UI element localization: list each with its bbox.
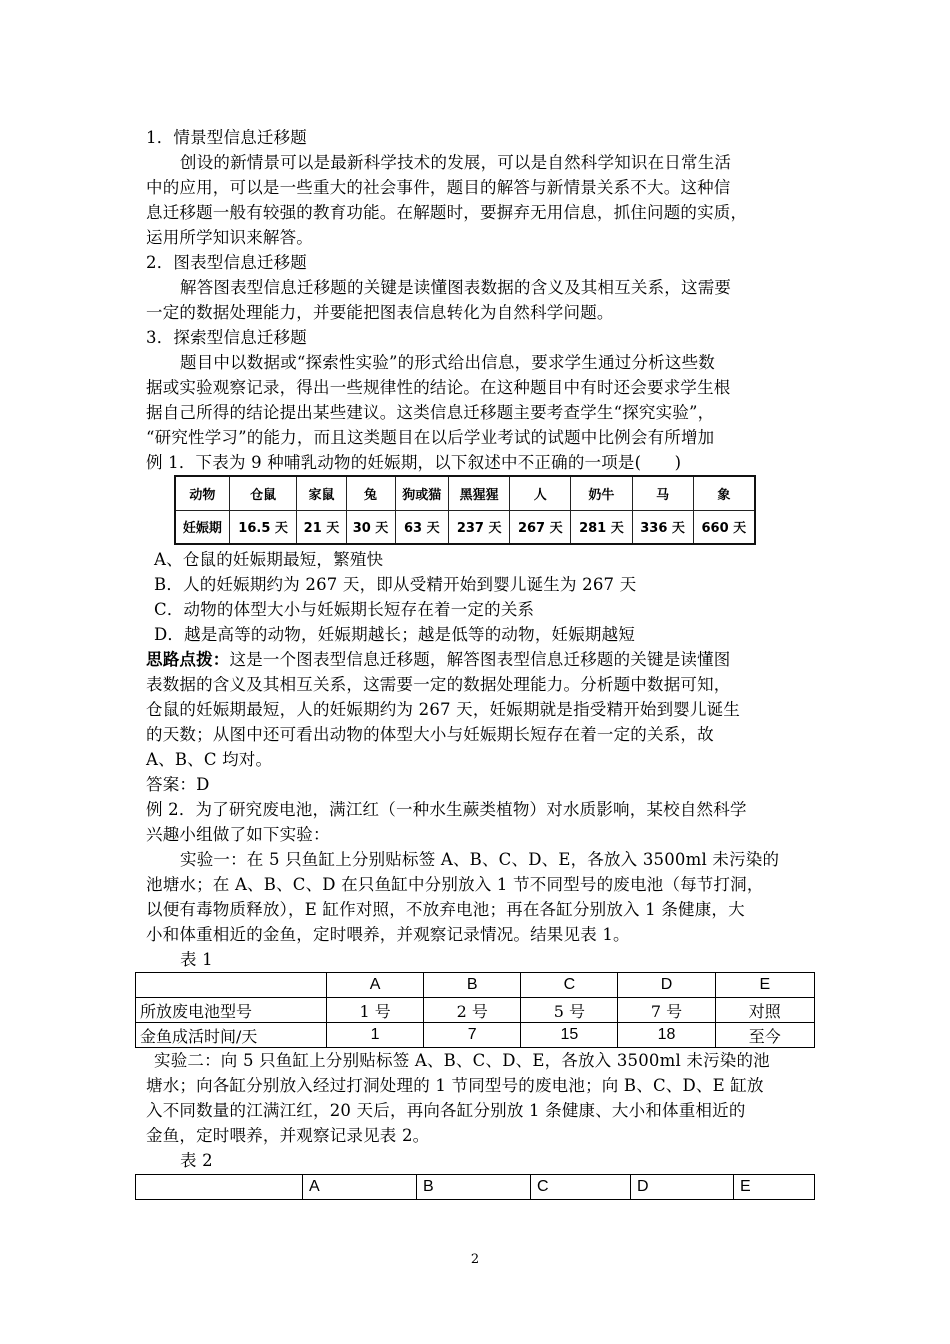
heading-2: 2．图表型信息迁移题 (146, 253, 307, 272)
paragraph-line: 据或实验观察记录，得出一些规律性的结论。在这种题目中有时还会要求学生根 (146, 378, 731, 397)
paragraph-line: 中的应用，可以是一些重大的社会事件，题目的解答与新情景关系不大。这种信 (146, 178, 731, 197)
table-cell: E (734, 1175, 815, 1200)
table-cell (136, 1175, 303, 1200)
table-cell: 16.5 天 (229, 510, 297, 544)
table-cell: 1 号 (327, 998, 424, 1023)
table-cell: 象 (693, 476, 755, 510)
paragraph-line: 兴趣小组做了如下实验： (146, 825, 330, 844)
table-cell: 237 天 (449, 510, 510, 544)
paragraph-line: 塘水；向各缸分别放入经过打洞处理的 1 节同型号的废电池；向 B、C、D、E 缸放 (146, 1076, 764, 1095)
example-1-question: 例 1．下表为 9 种哺乳动物的妊娠期，以下叙述中不正确的一项是( ) (146, 453, 682, 472)
table-cell: 2 号 (424, 998, 521, 1023)
table-cell: C (531, 1175, 631, 1200)
paragraph-line: 小和体重相近的金鱼，定时喂养，并观察记录情况。结果见表 1。 (146, 925, 630, 944)
table-row (136, 1175, 815, 1200)
option-d: D．越是高等的动物，妊娠期越长；越是低等的动物，妊娠期越短 (154, 625, 636, 644)
table-cell: 7 (424, 1023, 521, 1048)
paragraph-line: 的天数；从图中还可看出动物的体型大小与妊娠期长短存在着一定的关系，故 (146, 725, 714, 744)
table-cell: 336 天 (632, 510, 693, 544)
table-cell: 63 天 (395, 510, 449, 544)
paragraph-line: “研究性学习”的能力，而且这类题目在以后学业考试的试题中比例会有所增加 (146, 428, 715, 447)
table-cell: 奶牛 (571, 476, 632, 510)
table-row (136, 973, 815, 998)
analysis-first-line (146, 648, 814, 672)
paragraph-line: 表数据的含义及其相互关系，这需要一定的数据处理能力。分析题中数据可知， (146, 675, 731, 694)
paragraph-line: 据自己所得的结论提出某些建议。这类信息迁移题主要考查学生“探究实验”， (146, 403, 715, 422)
paragraph-line: 金鱼，定时喂养，并观察记录见表 2。 (146, 1126, 430, 1145)
paragraph-line: A、B、C 均对。 (146, 750, 273, 769)
table-cell: 人 (510, 476, 571, 510)
table-cell: 狗或猫 (395, 476, 449, 510)
paragraph-line: 题目中以数据或“探索性实验”的形式给出信息，要求学生通过分析这些数 (180, 353, 715, 372)
example-2-question: 例 2．为了研究废电池，满江红（一种水生蕨类植物）对水质影响，某校自然科学 (146, 800, 747, 819)
answer: 答案：D (146, 775, 210, 794)
paragraph-line: 入不同数量的江满江红，20 天后，再向各缸分别放 1 条健康、大小和体重相近的 (146, 1101, 746, 1120)
page-number: 2 (470, 1252, 480, 1267)
paragraph-line: 实验一：在 5 只鱼缸上分别贴标签 A、B、C、D、E，各放入 3500ml 未污染的 (180, 850, 780, 869)
table-cell: 金鱼成活时间/天 (136, 1023, 327, 1048)
table-cell: 660 天 (693, 510, 755, 544)
paragraph-line: 池塘水；在 A、B、C、D 在只鱼缸中分别放入 1 节不同型号的废电池（每节打洞， (146, 875, 764, 894)
gestation-table (174, 475, 756, 545)
table-cell: 1 (327, 1023, 424, 1048)
table-cell: D (631, 1175, 734, 1200)
table-cell: 18 (618, 1023, 715, 1048)
option-a: A、仓鼠的妊娠期最短，繁殖快 (154, 550, 384, 569)
table-cell: 30 天 (346, 510, 395, 544)
table-cell: 妊娠期 (175, 510, 229, 544)
table-2-caption: 表 2 (180, 1151, 213, 1170)
table-row (136, 998, 815, 1023)
table-cell: B (417, 1175, 531, 1200)
table-cell: 动物 (175, 476, 229, 510)
table-cell: B (424, 973, 521, 998)
table-2 (135, 1174, 815, 1200)
table-cell: C (521, 973, 618, 998)
table-cell: 兔 (346, 476, 395, 510)
table-cell: A (303, 1175, 417, 1200)
paragraph-line: 解答图表型信息迁移题的关键是读懂图表数据的含义及其相互关系，这需要 (180, 278, 732, 297)
table-cell: 所放废电池型号 (136, 998, 327, 1023)
analysis-text: 这是一个图表型信息迁移题，解答图表型信息迁移题的关键是读懂图 (229, 650, 731, 669)
paragraph-line: 以便有毒物质释放），E 缸作对照，不放弃电池；再在各缸分别放入 1 条健康，大 (146, 900, 745, 919)
table-cell: 黑猩猩 (449, 476, 510, 510)
table-cell: A (327, 973, 424, 998)
table-cell: D (618, 973, 715, 998)
paragraph-line: 实验二：向 5 只鱼缸上分别贴标签 A、B、C、D、E，各放入 3500ml 未污染的池 (154, 1051, 770, 1070)
heading-1: 1．情景型信息迁移题 (146, 128, 307, 147)
table-cell: 对照 (715, 998, 814, 1023)
table-row (175, 476, 755, 510)
table-cell: 281 天 (571, 510, 632, 544)
table-cell: 家鼠 (297, 476, 346, 510)
table-cell: 至今 (715, 1023, 814, 1048)
table-row (175, 510, 755, 544)
table-row (136, 1023, 815, 1048)
paragraph-line: 创设的新情景可以是最新科学技术的发展，可以是自然科学知识在日常生活 (180, 153, 732, 172)
table-cell: 7 号 (618, 998, 715, 1023)
table-1-caption: 表 1 (180, 950, 213, 969)
heading-3: 3．探索型信息迁移题 (146, 328, 307, 347)
paragraph-line: 运用所学知识来解答。 (146, 228, 313, 247)
table-cell: 21 天 (297, 510, 346, 544)
option-b: B．人的妊娠期约为 267 天，即从受精开始到婴儿诞生为 267 天 (154, 575, 637, 594)
table-cell: 15 (521, 1023, 618, 1048)
analysis-label: 思路点拨： (146, 650, 230, 669)
table-cell: 仓鼠 (229, 476, 297, 510)
table-cell: 267 天 (510, 510, 571, 544)
table-1 (135, 972, 815, 1048)
table-cell: 5 号 (521, 998, 618, 1023)
option-c: C．动物的体型大小与妊娠期长短存在着一定的关系 (154, 600, 535, 619)
paragraph-line: 一定的数据处理能力，并要能把图表信息转化为自然科学问题。 (146, 303, 614, 322)
table-cell: 马 (632, 476, 693, 510)
paragraph-line: 仓鼠的妊娠期最短，人的妊娠期约为 267 天，妊娠期就是指受精开始到婴儿诞生 (146, 700, 741, 719)
table-cell: E (715, 973, 814, 998)
table-cell (136, 973, 327, 998)
paragraph-line: 息迁移题一般有较强的教育功能。在解题时，要摒弃无用信息，抓住问题的实质， (146, 203, 748, 222)
